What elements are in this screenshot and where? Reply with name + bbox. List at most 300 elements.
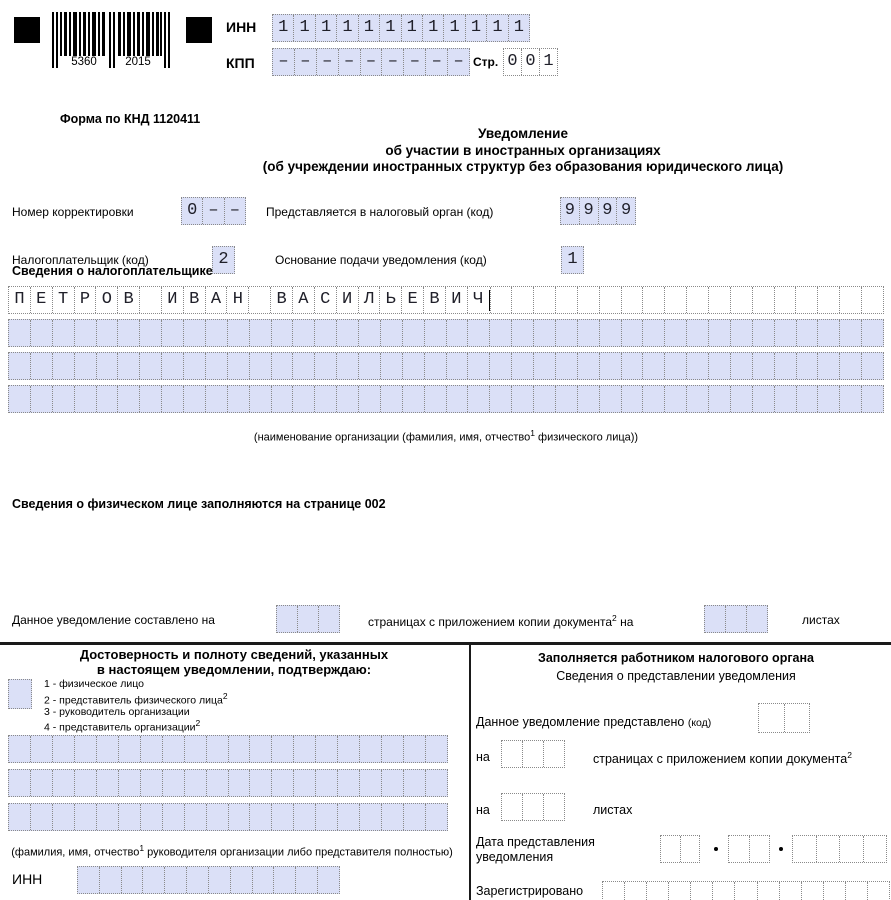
char-cell[interactable] bbox=[381, 804, 403, 830]
char-cell[interactable] bbox=[118, 804, 140, 830]
char-cell[interactable]: 1 bbox=[443, 15, 464, 41]
char-cell[interactable] bbox=[162, 736, 184, 762]
char-cell[interactable] bbox=[661, 836, 680, 862]
char-cell[interactable]: И bbox=[445, 287, 467, 313]
char-cell[interactable] bbox=[599, 386, 621, 412]
char-cell[interactable] bbox=[337, 736, 359, 762]
char-cell[interactable] bbox=[186, 867, 208, 893]
composed-sheets-field[interactable] bbox=[704, 605, 768, 633]
char-cell[interactable] bbox=[403, 736, 425, 762]
char-cell[interactable] bbox=[96, 736, 118, 762]
char-cell[interactable] bbox=[74, 804, 96, 830]
char-cell[interactable] bbox=[817, 287, 839, 313]
char-cell[interactable] bbox=[533, 353, 555, 379]
char-cell[interactable] bbox=[292, 386, 314, 412]
char-cell[interactable] bbox=[249, 320, 271, 346]
char-cell[interactable] bbox=[555, 287, 577, 313]
char-cell[interactable]: 1 bbox=[539, 49, 557, 75]
char-cell[interactable] bbox=[708, 386, 730, 412]
signer-inn-field[interactable] bbox=[77, 866, 340, 894]
char-cell[interactable]: Ч bbox=[467, 287, 489, 313]
char-cell[interactable] bbox=[511, 320, 533, 346]
char-cell[interactable] bbox=[381, 736, 403, 762]
char-cell[interactable]: 1 bbox=[278, 18, 289, 37]
char-cell[interactable] bbox=[861, 386, 883, 412]
char-cell[interactable] bbox=[9, 770, 30, 796]
char-cell[interactable] bbox=[867, 882, 889, 900]
char-cell[interactable] bbox=[749, 836, 770, 862]
basis-code-field[interactable] bbox=[561, 246, 584, 274]
char-cell[interactable] bbox=[752, 386, 774, 412]
char-cell[interactable] bbox=[708, 287, 730, 313]
char-cell[interactable] bbox=[424, 320, 446, 346]
taxpayer-name-row-3[interactable] bbox=[8, 352, 884, 380]
char-cell[interactable] bbox=[403, 804, 425, 830]
signer-type-checkbox[interactable] bbox=[8, 679, 32, 709]
official-pages-field[interactable] bbox=[501, 740, 565, 768]
char-cell[interactable] bbox=[74, 353, 96, 379]
char-cell[interactable] bbox=[621, 353, 643, 379]
char-cell[interactable] bbox=[793, 836, 816, 862]
char-cell[interactable] bbox=[183, 353, 205, 379]
char-cell[interactable] bbox=[318, 606, 339, 632]
char-cell[interactable]: 1 bbox=[293, 15, 314, 41]
char-cell[interactable] bbox=[230, 867, 252, 893]
char-cell[interactable] bbox=[533, 287, 555, 313]
char-cell[interactable] bbox=[577, 386, 599, 412]
char-cell[interactable] bbox=[425, 736, 447, 762]
char-cell[interactable] bbox=[599, 353, 621, 379]
char-cell[interactable] bbox=[336, 386, 358, 412]
char-cell[interactable] bbox=[140, 770, 162, 796]
char-cell[interactable] bbox=[142, 867, 164, 893]
signer-name-row-2[interactable] bbox=[8, 769, 448, 797]
char-cell[interactable]: 0 bbox=[507, 52, 518, 71]
char-cell[interactable] bbox=[252, 867, 274, 893]
char-cell[interactable] bbox=[228, 804, 250, 830]
char-cell[interactable] bbox=[621, 287, 643, 313]
char-cell[interactable] bbox=[533, 320, 555, 346]
char-cell[interactable] bbox=[74, 386, 96, 412]
char-cell[interactable] bbox=[314, 386, 336, 412]
char-cell[interactable] bbox=[646, 882, 668, 900]
char-cell[interactable] bbox=[784, 704, 810, 732]
char-cell[interactable] bbox=[752, 353, 774, 379]
char-cell[interactable] bbox=[337, 804, 359, 830]
char-cell[interactable] bbox=[380, 353, 402, 379]
char-cell[interactable] bbox=[489, 386, 511, 412]
char-cell[interactable] bbox=[164, 867, 186, 893]
char-cell[interactable] bbox=[96, 804, 118, 830]
char-cell[interactable] bbox=[139, 320, 161, 346]
char-cell[interactable]: Ь bbox=[379, 287, 401, 313]
char-cell[interactable] bbox=[381, 770, 403, 796]
char-cell[interactable] bbox=[522, 794, 543, 820]
char-cell[interactable] bbox=[861, 353, 883, 379]
char-cell[interactable] bbox=[292, 320, 314, 346]
char-cell[interactable] bbox=[759, 704, 784, 732]
char-cell[interactable] bbox=[446, 353, 468, 379]
char-cell[interactable] bbox=[99, 867, 121, 893]
page-number-field[interactable] bbox=[503, 48, 558, 76]
char-cell[interactable] bbox=[249, 386, 271, 412]
char-cell[interactable]: П bbox=[14, 290, 25, 309]
taxpayer-name-row-2[interactable] bbox=[8, 319, 884, 347]
char-cell[interactable] bbox=[680, 836, 700, 862]
char-cell[interactable] bbox=[52, 386, 74, 412]
char-cell[interactable] bbox=[358, 320, 380, 346]
char-cell[interactable] bbox=[117, 353, 139, 379]
char-cell[interactable] bbox=[796, 320, 818, 346]
char-cell[interactable] bbox=[9, 680, 31, 708]
char-cell[interactable] bbox=[30, 736, 52, 762]
char-cell[interactable] bbox=[206, 736, 228, 762]
char-cell[interactable] bbox=[227, 386, 249, 412]
char-cell[interactable] bbox=[359, 770, 381, 796]
char-cell[interactable] bbox=[295, 867, 317, 893]
char-cell[interactable]: 1 bbox=[486, 15, 507, 41]
char-cell[interactable] bbox=[380, 320, 402, 346]
char-cell[interactable] bbox=[249, 770, 271, 796]
char-cell[interactable] bbox=[425, 804, 447, 830]
char-cell[interactable] bbox=[271, 320, 293, 346]
char-cell[interactable] bbox=[249, 736, 271, 762]
char-cell[interactable] bbox=[162, 770, 184, 796]
char-cell[interactable] bbox=[730, 386, 752, 412]
submission-date-month-field[interactable] bbox=[728, 835, 770, 863]
char-cell[interactable] bbox=[206, 770, 228, 796]
char-cell[interactable] bbox=[839, 287, 861, 313]
char-cell[interactable] bbox=[577, 287, 599, 313]
signer-name-row-1[interactable] bbox=[8, 735, 448, 763]
char-cell[interactable] bbox=[140, 736, 162, 762]
char-cell[interactable] bbox=[205, 386, 227, 412]
char-cell[interactable] bbox=[9, 320, 30, 346]
char-cell[interactable] bbox=[78, 867, 99, 893]
taxpayer-name-row-4[interactable] bbox=[8, 385, 884, 413]
char-cell[interactable] bbox=[424, 353, 446, 379]
char-cell[interactable] bbox=[533, 386, 555, 412]
char-cell[interactable] bbox=[686, 287, 708, 313]
char-cell[interactable] bbox=[271, 770, 293, 796]
char-cell[interactable] bbox=[314, 353, 336, 379]
char-cell[interactable]: Л bbox=[358, 287, 380, 313]
char-cell[interactable] bbox=[779, 882, 801, 900]
char-cell[interactable] bbox=[729, 836, 749, 862]
char-cell[interactable] bbox=[774, 386, 796, 412]
char-cell[interactable]: 1 bbox=[358, 15, 379, 41]
correction-number-field[interactable] bbox=[181, 197, 246, 225]
char-cell[interactable] bbox=[511, 353, 533, 379]
char-cell[interactable] bbox=[118, 770, 140, 796]
char-cell[interactable] bbox=[9, 386, 30, 412]
char-cell[interactable]: – bbox=[381, 49, 403, 75]
char-cell[interactable] bbox=[297, 606, 318, 632]
char-cell[interactable] bbox=[746, 606, 767, 632]
char-cell[interactable] bbox=[30, 353, 52, 379]
char-cell[interactable] bbox=[52, 353, 74, 379]
char-cell[interactable] bbox=[293, 736, 315, 762]
char-cell[interactable] bbox=[184, 804, 206, 830]
char-cell[interactable] bbox=[380, 386, 402, 412]
char-cell[interactable]: И bbox=[336, 287, 358, 313]
char-cell[interactable] bbox=[317, 867, 339, 893]
char-cell[interactable]: 9 bbox=[579, 198, 598, 224]
char-cell[interactable]: С bbox=[314, 287, 336, 313]
char-cell[interactable] bbox=[74, 320, 96, 346]
char-cell[interactable] bbox=[490, 287, 512, 313]
char-cell[interactable] bbox=[271, 804, 293, 830]
char-cell[interactable] bbox=[642, 386, 664, 412]
char-cell[interactable] bbox=[686, 320, 708, 346]
char-cell[interactable] bbox=[292, 353, 314, 379]
char-cell[interactable] bbox=[796, 353, 818, 379]
char-cell[interactable] bbox=[52, 320, 74, 346]
char-cell[interactable]: 1 bbox=[401, 15, 422, 41]
char-cell[interactable]: – bbox=[316, 49, 338, 75]
char-cell[interactable] bbox=[139, 353, 161, 379]
char-cell[interactable] bbox=[801, 882, 823, 900]
char-cell[interactable]: – bbox=[360, 49, 382, 75]
char-cell[interactable] bbox=[249, 353, 271, 379]
char-cell[interactable] bbox=[467, 353, 489, 379]
char-cell[interactable] bbox=[336, 353, 358, 379]
char-cell[interactable] bbox=[315, 804, 337, 830]
char-cell[interactable] bbox=[227, 353, 249, 379]
char-cell[interactable] bbox=[861, 287, 883, 313]
char-cell[interactable] bbox=[730, 320, 752, 346]
char-cell[interactable] bbox=[74, 736, 96, 762]
char-cell[interactable] bbox=[117, 386, 139, 412]
char-cell[interactable] bbox=[839, 320, 861, 346]
char-cell[interactable] bbox=[52, 804, 74, 830]
char-cell[interactable] bbox=[161, 353, 183, 379]
char-cell[interactable] bbox=[730, 353, 752, 379]
char-cell[interactable]: 1 bbox=[422, 15, 443, 41]
char-cell[interactable] bbox=[277, 606, 297, 632]
char-cell[interactable] bbox=[502, 741, 522, 767]
char-cell[interactable] bbox=[863, 836, 887, 862]
char-cell[interactable]: А bbox=[205, 287, 227, 313]
char-cell[interactable] bbox=[664, 386, 686, 412]
char-cell[interactable] bbox=[337, 770, 359, 796]
char-cell[interactable]: 1 bbox=[336, 15, 357, 41]
char-cell[interactable] bbox=[599, 287, 621, 313]
char-cell[interactable] bbox=[228, 736, 250, 762]
char-cell[interactable] bbox=[757, 882, 779, 900]
char-cell[interactable]: 1 bbox=[379, 15, 400, 41]
char-cell[interactable] bbox=[402, 353, 424, 379]
char-cell[interactable] bbox=[603, 882, 624, 900]
char-cell[interactable] bbox=[162, 804, 184, 830]
char-cell[interactable]: В bbox=[270, 287, 292, 313]
char-cell[interactable] bbox=[184, 736, 206, 762]
char-cell[interactable] bbox=[705, 606, 725, 632]
char-cell[interactable] bbox=[816, 836, 840, 862]
char-cell[interactable] bbox=[599, 320, 621, 346]
char-cell[interactable] bbox=[402, 320, 424, 346]
char-cell[interactable] bbox=[690, 882, 712, 900]
char-cell[interactable] bbox=[183, 386, 205, 412]
char-cell[interactable] bbox=[795, 287, 817, 313]
char-cell[interactable] bbox=[725, 606, 746, 632]
char-cell[interactable] bbox=[823, 882, 845, 900]
char-cell[interactable]: А bbox=[292, 287, 314, 313]
char-cell[interactable] bbox=[522, 741, 543, 767]
char-cell[interactable]: – bbox=[447, 49, 469, 75]
char-cell[interactable] bbox=[489, 320, 511, 346]
char-cell[interactable] bbox=[121, 867, 143, 893]
registered-number-field[interactable] bbox=[602, 881, 890, 900]
char-cell[interactable] bbox=[96, 320, 118, 346]
char-cell[interactable] bbox=[467, 386, 489, 412]
char-cell[interactable] bbox=[315, 736, 337, 762]
char-cell[interactable] bbox=[205, 353, 227, 379]
char-cell[interactable] bbox=[205, 320, 227, 346]
char-cell[interactable]: Р bbox=[74, 287, 96, 313]
char-cell[interactable]: 0 bbox=[521, 49, 539, 75]
char-cell[interactable] bbox=[621, 320, 643, 346]
char-cell[interactable] bbox=[664, 320, 686, 346]
char-cell[interactable] bbox=[402, 386, 424, 412]
char-cell[interactable] bbox=[502, 794, 522, 820]
char-cell[interactable] bbox=[52, 770, 74, 796]
char-cell[interactable]: 9 bbox=[598, 198, 617, 224]
char-cell[interactable] bbox=[511, 287, 533, 313]
tax-authority-code-field[interactable] bbox=[560, 197, 636, 225]
char-cell[interactable] bbox=[248, 287, 270, 313]
char-cell[interactable] bbox=[227, 320, 249, 346]
char-cell[interactable]: 9 bbox=[564, 201, 575, 220]
char-cell[interactable]: – bbox=[294, 49, 316, 75]
char-cell[interactable] bbox=[467, 320, 489, 346]
char-cell[interactable] bbox=[555, 353, 577, 379]
char-cell[interactable]: Е bbox=[30, 287, 52, 313]
char-cell[interactable] bbox=[861, 320, 883, 346]
char-cell[interactable] bbox=[839, 353, 861, 379]
char-cell[interactable] bbox=[9, 736, 30, 762]
char-cell[interactable] bbox=[161, 320, 183, 346]
submission-date-day-field[interactable] bbox=[660, 835, 700, 863]
char-cell[interactable] bbox=[314, 320, 336, 346]
char-cell[interactable] bbox=[293, 770, 315, 796]
char-cell[interactable]: В bbox=[183, 287, 205, 313]
char-cell[interactable] bbox=[52, 736, 74, 762]
char-cell[interactable] bbox=[96, 353, 118, 379]
char-cell[interactable] bbox=[96, 770, 118, 796]
char-cell[interactable] bbox=[621, 386, 643, 412]
char-cell[interactable]: – bbox=[403, 49, 425, 75]
char-cell[interactable] bbox=[206, 804, 228, 830]
char-cell[interactable]: 2 bbox=[218, 250, 229, 269]
taxpayer-code-field[interactable] bbox=[212, 246, 235, 274]
char-cell[interactable] bbox=[118, 736, 140, 762]
presented-code-field[interactable] bbox=[758, 703, 810, 733]
char-cell[interactable]: – bbox=[224, 198, 245, 224]
char-cell[interactable]: – bbox=[202, 198, 223, 224]
char-cell[interactable] bbox=[30, 320, 52, 346]
char-cell[interactable] bbox=[774, 320, 796, 346]
char-cell[interactable] bbox=[624, 882, 646, 900]
char-cell[interactable] bbox=[425, 770, 447, 796]
char-cell[interactable] bbox=[228, 770, 250, 796]
char-cell[interactable] bbox=[184, 770, 206, 796]
char-cell[interactable]: И bbox=[161, 287, 183, 313]
char-cell[interactable] bbox=[30, 770, 52, 796]
char-cell[interactable] bbox=[817, 320, 839, 346]
taxpayer-name-row-1[interactable] bbox=[8, 286, 884, 314]
char-cell[interactable]: В bbox=[423, 287, 445, 313]
char-cell[interactable]: В bbox=[117, 287, 139, 313]
char-cell[interactable] bbox=[96, 386, 118, 412]
char-cell[interactable] bbox=[511, 386, 533, 412]
char-cell[interactable] bbox=[74, 770, 96, 796]
char-cell[interactable] bbox=[9, 804, 30, 830]
char-cell[interactable] bbox=[543, 741, 564, 767]
char-cell[interactable] bbox=[9, 353, 30, 379]
char-cell[interactable]: Н bbox=[226, 287, 248, 313]
char-cell[interactable]: 1 bbox=[508, 15, 529, 41]
char-cell[interactable] bbox=[752, 320, 774, 346]
char-cell[interactable] bbox=[642, 287, 664, 313]
char-cell[interactable] bbox=[555, 320, 577, 346]
char-cell[interactable]: Т bbox=[52, 287, 74, 313]
char-cell[interactable] bbox=[543, 794, 564, 820]
char-cell[interactable] bbox=[774, 353, 796, 379]
char-cell[interactable] bbox=[664, 287, 686, 313]
char-cell[interactable] bbox=[839, 386, 861, 412]
char-cell[interactable] bbox=[359, 736, 381, 762]
char-cell[interactable] bbox=[117, 320, 139, 346]
char-cell[interactable] bbox=[315, 770, 337, 796]
char-cell[interactable] bbox=[139, 287, 161, 313]
char-cell[interactable] bbox=[796, 386, 818, 412]
char-cell[interactable] bbox=[686, 386, 708, 412]
char-cell[interactable] bbox=[358, 353, 380, 379]
char-cell[interactable] bbox=[249, 804, 271, 830]
char-cell[interactable] bbox=[734, 882, 756, 900]
char-cell[interactable] bbox=[712, 882, 734, 900]
char-cell[interactable] bbox=[752, 287, 774, 313]
official-sheets-field[interactable] bbox=[501, 793, 565, 821]
char-cell[interactable] bbox=[642, 320, 664, 346]
char-cell[interactable] bbox=[358, 386, 380, 412]
char-cell[interactable]: 1 bbox=[315, 15, 336, 41]
char-cell[interactable] bbox=[708, 353, 730, 379]
char-cell[interactable] bbox=[183, 320, 205, 346]
inn-field[interactable] bbox=[272, 14, 530, 42]
char-cell[interactable] bbox=[489, 353, 511, 379]
submission-date-year-field[interactable] bbox=[792, 835, 887, 863]
char-cell[interactable] bbox=[139, 386, 161, 412]
char-cell[interactable] bbox=[817, 353, 839, 379]
char-cell[interactable] bbox=[30, 386, 52, 412]
char-cell[interactable] bbox=[577, 320, 599, 346]
char-cell[interactable] bbox=[271, 386, 293, 412]
char-cell[interactable] bbox=[642, 353, 664, 379]
char-cell[interactable] bbox=[161, 386, 183, 412]
char-cell[interactable] bbox=[273, 867, 295, 893]
char-cell[interactable]: 1 bbox=[465, 15, 486, 41]
char-cell[interactable] bbox=[336, 320, 358, 346]
signer-name-row-3[interactable] bbox=[8, 803, 448, 831]
char-cell[interactable] bbox=[271, 353, 293, 379]
char-cell[interactable] bbox=[668, 882, 690, 900]
char-cell[interactable] bbox=[293, 804, 315, 830]
char-cell[interactable] bbox=[30, 804, 52, 830]
char-cell[interactable] bbox=[403, 770, 425, 796]
char-cell[interactable] bbox=[817, 386, 839, 412]
